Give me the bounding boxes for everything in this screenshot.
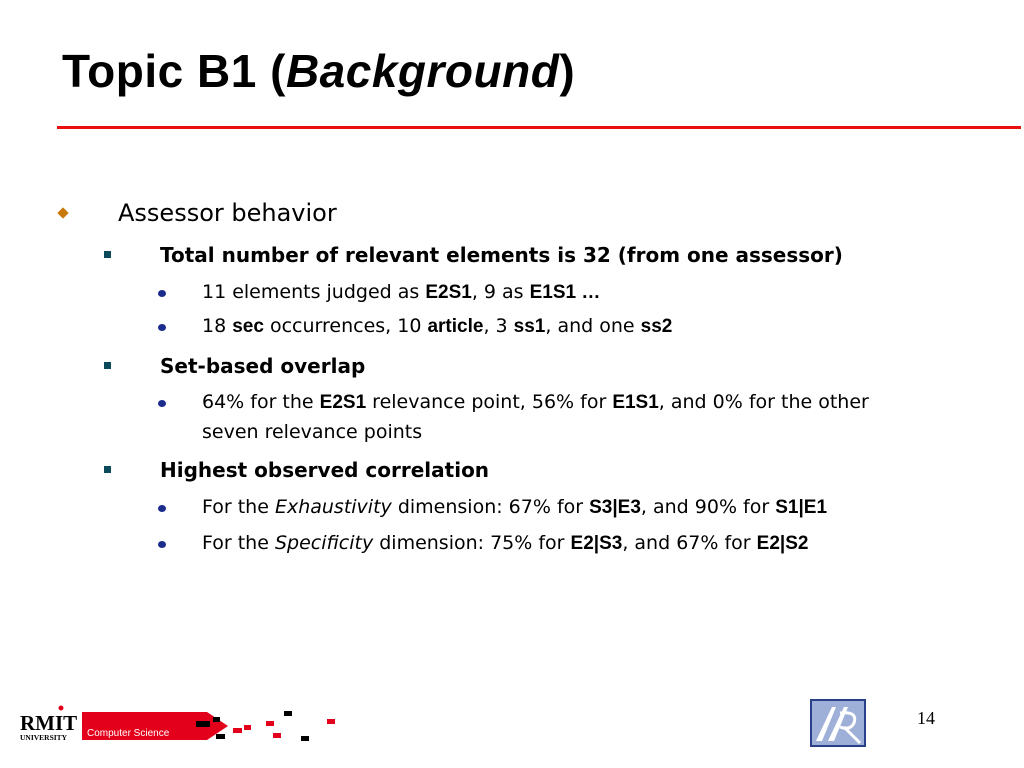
title-underline — [57, 126, 1021, 129]
rmit-dot-icon — [59, 706, 64, 711]
level1-text: Assessor behavior — [118, 199, 337, 227]
dot-bullet-icon — [158, 290, 166, 297]
diamond-bullet-icon — [57, 207, 68, 218]
section-heading: Set-based overlap — [160, 354, 366, 378]
section-heading: Total number of relevant elements is 32 (from one assessor) — [160, 243, 843, 267]
rmit-logo — [18, 703, 348, 748]
list-item: 64% for the E2S1 relevance point, 56% for E1S1, and 0% for the other — [202, 391, 869, 413]
square-bullet-icon — [104, 466, 111, 473]
slide-title: Topic B1 (Background) — [62, 45, 576, 97]
list-item: 18 sec occurrences, 10 article, 3 ss1, and one ss2 — [202, 315, 673, 337]
dot-bullet-icon — [158, 541, 166, 548]
rmit-wordmark: RMIT — [20, 711, 78, 735]
dot-bullet-icon — [158, 505, 166, 512]
list-item-continuation: seven relevance points — [202, 421, 423, 443]
inex-logo-icon — [810, 699, 866, 747]
square-bullet-icon — [104, 362, 111, 369]
list-item: For the Specificity dimension: 75% for E2|S3, and 67% for E2|S2 — [202, 532, 809, 554]
list-item: For the Exhaustivity dimension: 67% for S3|E3, and 90% for S1|E1 — [202, 496, 828, 518]
list-item: 11 elements judged as E2S1, 9 as E1S1 … — [202, 281, 601, 303]
rmit-university-text: UNIVERSITY — [20, 733, 68, 742]
dot-bullet-icon — [158, 324, 166, 331]
page-number: 14 — [917, 708, 935, 728]
dot-bullet-icon — [158, 400, 166, 407]
dept-text: Computer Science — [87, 728, 170, 739]
section-heading: Highest observed correlation — [160, 458, 490, 482]
square-bullet-icon — [104, 251, 111, 258]
